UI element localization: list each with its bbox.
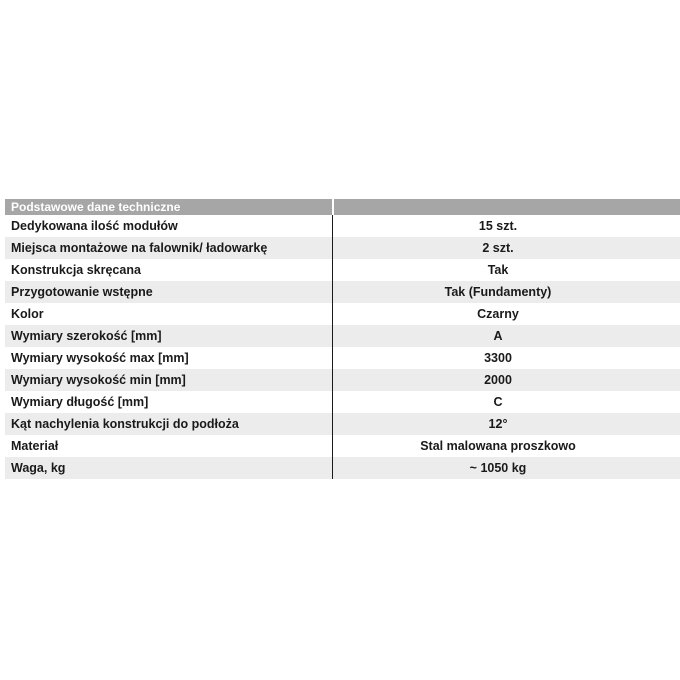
table-row [5,215,680,237]
row-value: 12° [332,413,680,435]
table-row [5,237,680,259]
row-label: Przygotowanie wstępne [11,285,153,299]
table-row [5,347,680,369]
table-row [5,325,680,347]
row-label: Waga, kg [11,461,66,475]
row-label: Dedykowana ilość modułów [11,219,178,233]
row-label: Wymiary wysokość max [mm] [11,351,189,365]
row-label: Wymiary szerokość [mm] [11,329,162,343]
row-value: Tak (Fundamenty) [332,281,680,303]
table-row [5,413,680,435]
table-header-title: Podstawowe dane techniczne [11,200,181,214]
spec-table [5,199,680,479]
row-value: C [332,391,680,413]
table-row [5,369,680,391]
row-value: 3300 [332,347,680,369]
table-row [5,457,680,479]
table-header-empty [332,199,680,215]
table-header [5,199,680,215]
row-label: Kolor [11,307,44,321]
row-label: Wymiary długość [mm] [11,395,149,409]
row-value: 2000 [332,369,680,391]
table-row [5,303,680,325]
row-label: Miejsca montażowe na falownik/ ładowarkę [11,241,268,255]
row-value: 15 szt. [332,215,680,237]
row-label: Konstrukcja skręcana [11,263,141,277]
table-row [5,259,680,281]
table-row [5,281,680,303]
row-value: A [332,325,680,347]
row-label: Materiał [11,439,59,453]
row-value: Czarny [332,303,680,325]
row-label: Wymiary wysokość min [mm] [11,373,186,387]
row-label: Kąt nachylenia konstrukcji do podłoża [11,417,239,431]
table-row [5,391,680,413]
row-value: Stal malowana proszkowo [332,435,680,457]
row-value: 2 szt. [332,237,680,259]
row-value: Tak [332,259,680,281]
table-row [5,435,680,457]
row-value: ~ 1050 kg [332,457,680,479]
